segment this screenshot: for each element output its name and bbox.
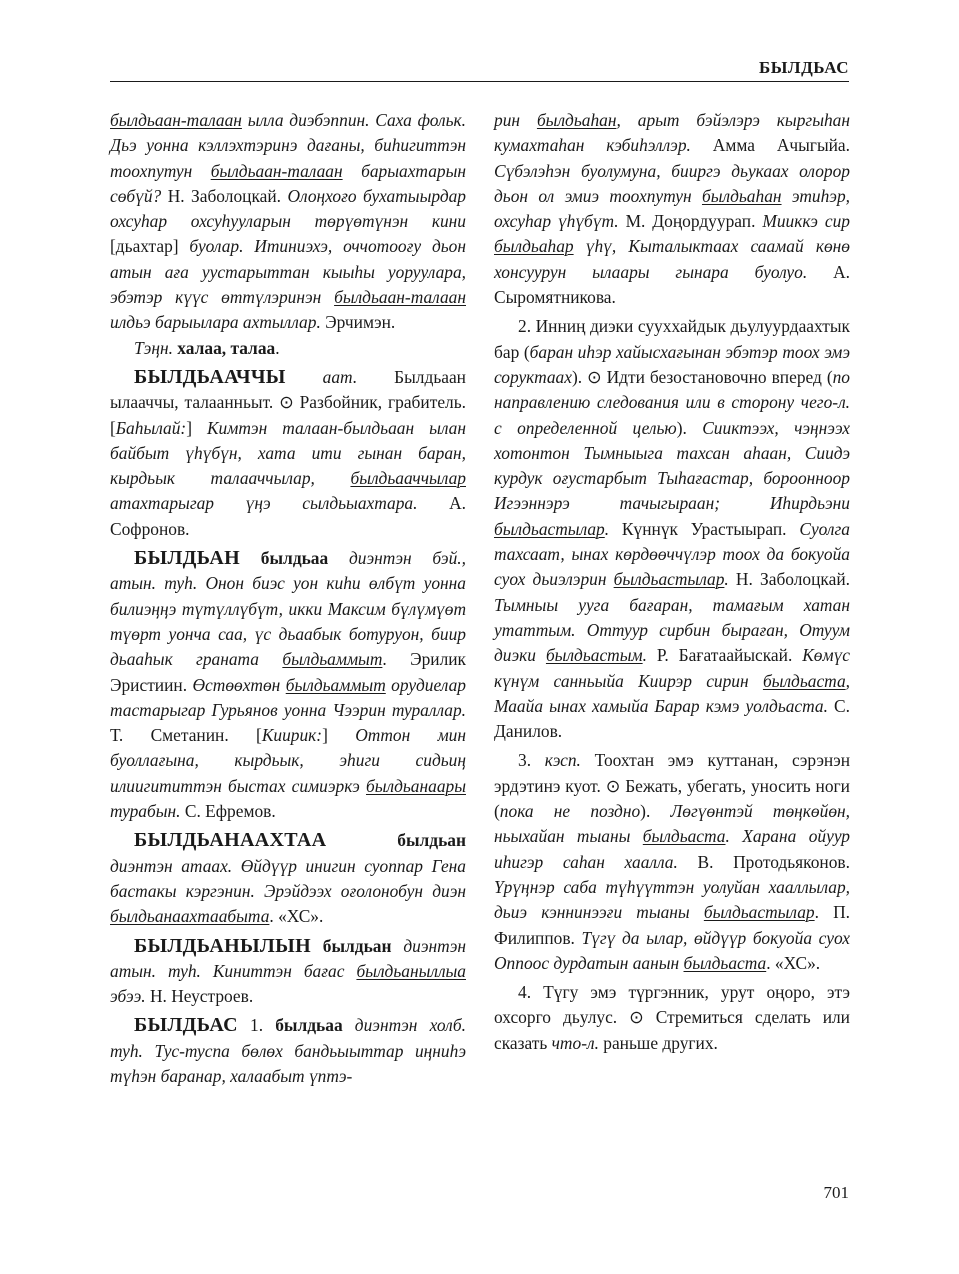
entry-byldas-sense-2: 2. Инниң диэки сууххайдык дьулуурдаахтык бар (баран иһэр хайысхағынан эбэтэр тоох эмэ соруктаах). ⊙ Идти безостановочно вперед (по направлению следования или в сторону чего-л. с определенной целью). Сииктээх, чэңнээх хотонтон Тымныыга тахсан аһаан, Сиидэ курдук оғустарбыт Тыһағастар, бороонноор Игээннэрэ тачыгыраан; Иһирдьэни былдьастылар. Күннүк Урастыырап. Суолга тахсаат, ынах көрдөөччүлэр тоох да бокуойа суох дьиэлэрин былдьастылар. Н. Заболоцкай. Тымныы ууга бағаран, тамағым хатан утаттым. Оттуур сирбин быраған, Отуум диэки былдьастым. Р. Бағатаайыскай. Көмүс күнүм санньыйа Киирэр сирин былдьаста, Маайа ынах хамыйа Барар кэмэ уолдьаста. С. Данилов. xyxy=(494,316,851,742)
entry-byldas: БЫЛДЬАС 1. былдьаа диэнтэн холб. туһ. Тус-туспа бөлөх бандьыыттар иңниһэ түһэн баранар, халаабыт үптэ- xyxy=(110,1014,467,1086)
entry-byldan: БЫЛДЬАН былдьаа диэнтэн бэй., атын. туһ. Онон биэс уон киһи өлбүт уонна билиэңңэ түтүллүбүт, икки Максим бүлүмүөт түөрт уонча саа, үс дьаабык ботуруон, биир дьааһык граната былдьаммыт. Эрилик Эристиин. Өстөөхтөн былдьаммыт орудиелар тастарыгар Гурьянов уонна Чээрин тураллар. Т. Сметанин. [Киирик:] Оттон мин буоллағына, кырдьык, эһиги сидьиң илиигититтэн быстах симиэркэ былдьанаары турабын. С. Ефремов. xyxy=(110,547,467,822)
headword: БЫЛДЬАС xyxy=(134,1014,238,1037)
left-column xyxy=(110,108,466,1089)
page-number: 701 xyxy=(823,1183,849,1202)
entry-byldaachchy: БЫЛДЬААЧЧЫ аат. Былдьаан ылааччы, талаанньыт. ⊙ Разбойник, грабитель. [Баһылай:] Кимтэн талаан-былдьаан ылан байбыт үһүбүн, хата ити гынан баран, кырдьык талааччылар, былдьааччылар атахтарыгар үңэ сылдьыахтара. А. Софронов. xyxy=(110,365,466,539)
headword: БЫЛДЬАНЫЛЫН xyxy=(134,934,311,957)
right-column xyxy=(494,108,850,1056)
entry-byldanylyn: БЫЛДЬАНЫЛЫН былдьан диэнтэн атын. туһ. Киниттэн бағас былдьаныллыа эбээ. Н. Неустроев. xyxy=(110,934,466,1007)
entry-byldas-sense-4: 4. Түгу эмэ түргэнник, урут оңоро, этэ охсорго дьулус. ⊙ Стремиться сделать или сказать что-л. раньше других. xyxy=(494,982,850,1053)
running-header: БЫЛДЬАС xyxy=(758,58,849,77)
headword: БЫЛДЬАНААХТАА xyxy=(134,829,327,852)
header-rule xyxy=(110,81,849,82)
synonym-line: Тэңн. халаа, талаа. xyxy=(134,337,280,358)
headword: БЫЛДЬАН xyxy=(134,547,240,570)
entry-continuation: былдьаан-талаан ылла диэбэппин. Саха фольк. Дьэ уонна кэллэхтэринэ дағаны, биһигиттэн тоохпутун былдьаан-талаан барыахтарын сөбүй? Н. Заболоцкай. Олоңхоғо бухатыырдар охсуһар охсуһууларын төрүөтүнэн кини [дьахтар] буолар. Итиниэхэ, оччотооғу дьон атын аға уустарыттан кыыһы уоруулара, эбэтэр күүс өттүлэринэн былдьаан-талаан илдьэ барыылара ахтыллар. Эрчимэн. xyxy=(110,110,467,333)
entry-byldas-sense-1-cont: рин былдьаһан, арыт бэйэлэрэ кыргыһан кумахтаһан кэбиһэллэр. Амма Ачыгыйа. Сүбэлэһэн буолумуна, бииргэ дьукаах олорор дьон ол эмиэ тоохпутун былдьаһан этиһэр, охсуһар үһүбүт. М. Доңордуурап. Мииккэ сир былдьаһар үһү, Кыталыктаах саамай көнө хонсуурун ылаары гынара буолуо. А. Сыромятникова. xyxy=(494,110,850,308)
entry-byldas-sense-3: 3. кэсп. Тоохтан эмэ куттанан, сэрэнэн эрдэтинэ куот. ⊙ Бежать, убегать, уносить ноги (пока не поздно). Лөгүөнтэй төңкөйөн, ньыхайан тыаны былдьаста. Харана ойуур иһигэр саһан хаалла. В. Протодьяконов. Үрүңнэр саба түһүүттэн уолуйан хааллылар, дьиэ кэннинээғи тыаны былдьастылар. П. Филиппов. Түгү да ылар, өйдүүр бокуойа суох Оппоос дурдатын аанын былдьаста. «ХС». xyxy=(494,750,851,973)
headword: БЫЛДЬААЧЧЫ xyxy=(134,365,286,388)
entry-byldanaakhtaa: БЫЛДЬАНААХТАА былдьан диэнтэн атаах. Өйдүүр инигин суоппар Гена бастакы кэргэнин. Эрэйдээх оғолонобун диэн былдьанаахтаабыта. «ХС». xyxy=(110,829,466,927)
